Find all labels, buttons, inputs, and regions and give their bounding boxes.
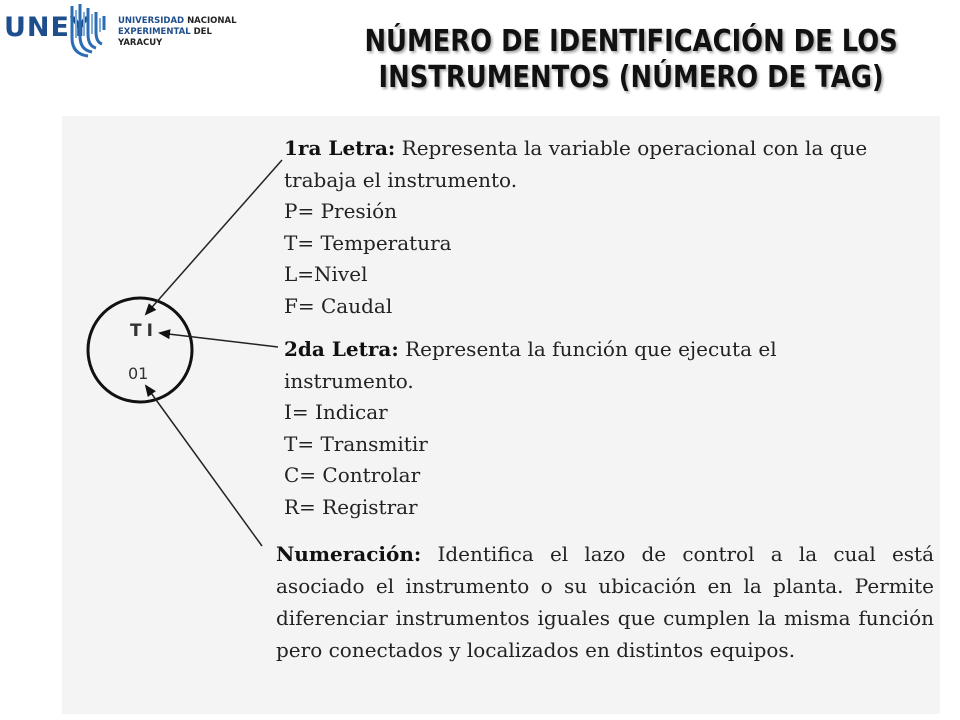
logo-text-nacional: NACIONAL [187,16,237,26]
variable-item: T= Temperatura [284,230,452,255]
function-item: I= Indicar [284,400,388,424]
numbering-desc: Identifica el lazo de control a la cual está asociado el instrumento o su ubicación en la planta. Permite diferenciar instrumentos iguales que cumplen la misma función pero conectados y localizados en distintos equipos. [276,542,934,662]
logo-text-yaracuy: DEL YARACUY [118,27,212,48]
arrow-numbering [146,386,262,546]
first-letter-block [284,133,924,322]
variable-item: L=Nivel [284,262,368,286]
logo-text-universidad: UNIVERSIDAD [118,16,185,26]
variable-item: F= Caudal [284,293,393,318]
slide-title-line1: NÚMERO DE IDENTIFICACIÓN DE LOS [364,24,898,59]
logo-wordmark: UNEY [4,12,91,43]
first-letter-desc-2: trabaja el instrumento. [284,167,518,192]
slide-title-line2: INSTRUMENTOS (NÚMERO DE TAG) [378,60,884,95]
function-item: R= Registrar [284,494,418,519]
circle-tag-letters: TI [130,321,158,341]
circle-loop-number: 01 [128,364,149,383]
second-letter-heading: 2da Letra: [284,337,399,361]
function-item: T= Transmitir [284,431,428,456]
first-letter-heading: 1ra Letra: [284,136,396,160]
second-letter-desc-2: instrumento. [284,368,414,393]
function-item: C= Controlar [284,463,421,487]
second-letter-desc: Representa la función que ejecuta el [398,337,777,361]
arrow-first-letter [146,160,282,314]
variable-item: P= Presión [284,199,398,223]
first-letter-desc: Representa la variable operacional con la que [395,136,868,160]
numbering-heading: Numeración: [276,542,422,566]
instrument-circle [88,298,192,402]
second-letter-block [284,334,924,523]
arrow-second-letter [160,333,278,347]
logo-text-experimental: EXPERIMENTAL [118,27,191,37]
numbering-block [276,538,934,666]
